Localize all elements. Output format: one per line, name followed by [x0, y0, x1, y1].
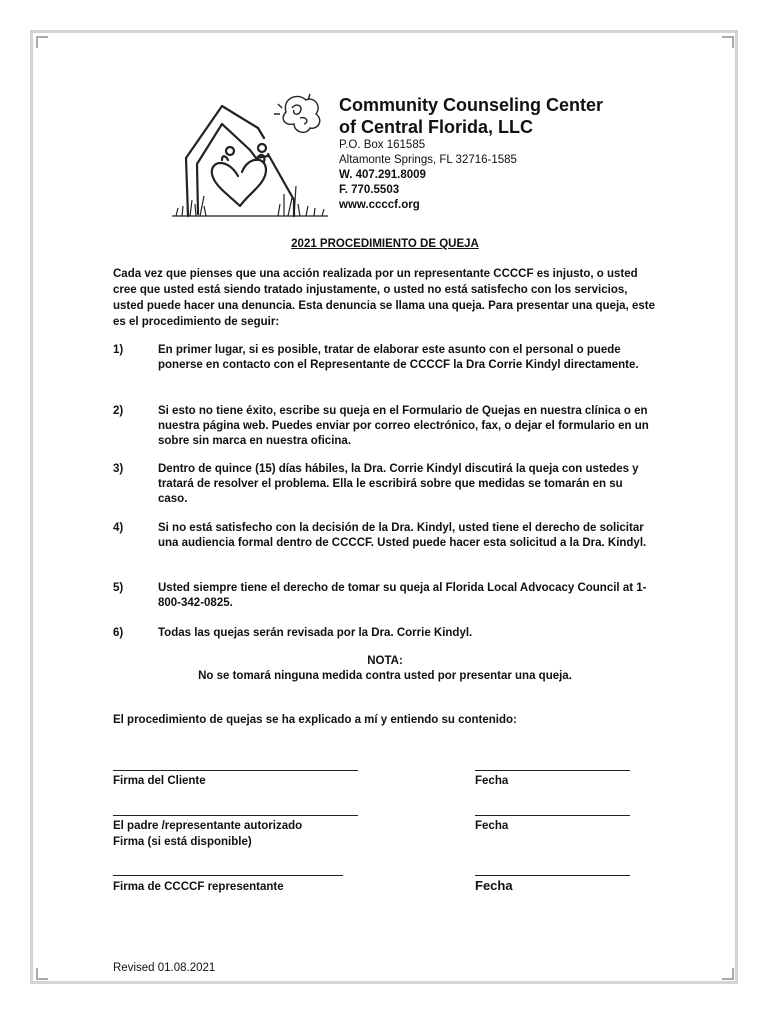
org-fax: F. 770.5503 — [339, 184, 400, 196]
staff-date-label: Fecha — [475, 878, 513, 893]
client-signature-line[interactable] — [113, 770, 358, 771]
step-text: Si no está satisfecho con la decisión de la Dra. Kindyl, usted tiene el derecho de solicitar una audiencia formal dentro de CCCCF. Usted puede hacer esta solicitud a la Dra. Kindyl. — [158, 522, 647, 549]
corner-mark — [36, 968, 48, 980]
client-signature-label: Firma del Cliente — [113, 775, 206, 787]
sun-icon — [274, 94, 320, 132]
step-text: Dentro de quince (15) días hábiles, la Dra. Corrie Kindyl discutirá la queja con ustedes y tratará de resolver el problema. Ella le escribirá sobre que medidas se tomarán en su caso. — [158, 463, 639, 505]
house-logo — [170, 88, 330, 220]
step-text: Si esto no tiene éxito, escribe su queja en el Formulario de Quejas en nuestra clínica o en nuestra página web. Puedes enviar por correo electrónico, fax, o dejar el formulario en un sobre sin marca en nuestra oficina. — [158, 405, 649, 447]
org-name-line2: of Central Florida, LLC — [339, 117, 534, 137]
step-text: Todas las quejas serán revisada por la Dra. Corrie Kindyl. — [158, 627, 473, 639]
document-title: 2021 PROCEDIMIENTO DE QUEJA — [291, 238, 479, 250]
acknowledgement-text: El procedimiento de quejas se ha explicado a mí y entiendo su contenido: — [113, 714, 517, 726]
org-header — [339, 94, 639, 213]
guardian-label-line1: El padre /representante autorizado — [113, 820, 303, 832]
step-number: 4) — [113, 522, 124, 534]
step-number: 5) — [113, 582, 124, 594]
staff-signature-label: Firma de CCCCF representante — [113, 881, 284, 893]
step-text: Usted siempre tiene el derecho de tomar su queja al Florida Local Advocacy Council at 1-800-342-0825. — [158, 582, 647, 609]
org-website: www.ccccf.org — [339, 199, 420, 211]
org-po-box: P.O. Box 161585 — [339, 139, 426, 151]
org-name-line1: Community Counseling Center — [339, 95, 604, 115]
corner-mark — [722, 36, 734, 48]
step-text: En primer lugar, si es posible, tratar de elaborar este asunto con el personal o puede ponerse en contacto con el Representante de CCCCF la Dra Corrie Kindyl directamente. — [158, 344, 639, 371]
grass-icon — [172, 186, 328, 216]
step-number: 6) — [113, 627, 124, 639]
guardian-signature-line[interactable] — [113, 815, 358, 816]
guardian-date-line[interactable] — [475, 815, 630, 816]
note-heading: NOTA: — [367, 655, 403, 667]
revised-date: Revised 01.08.2021 — [113, 962, 216, 974]
corner-mark — [36, 36, 48, 48]
org-phone: W. 407.291.8009 — [339, 169, 426, 181]
staff-date-line[interactable] — [475, 875, 630, 876]
step-number: 3) — [113, 463, 124, 475]
heart-icon — [212, 160, 266, 206]
client-date-line[interactable] — [475, 770, 630, 771]
note-text: No se tomará ninguna medida contra usted por presentar una queja. — [198, 670, 572, 682]
client-date-label: Fecha — [475, 775, 509, 787]
corner-mark — [722, 968, 734, 980]
intro-paragraph: Cada vez que pienses que una acción realizada por un representante CCCCF es injusto, o usted cree que usted está siendo tratado injustamente, o usted no está satisfecho con los servicios, usted puede hacer una denuncia. Esta denuncia se llama una queja. Para presentar una queja, este es el procedimiento de seguir: — [113, 268, 655, 328]
staff-signature-line[interactable] — [113, 875, 343, 876]
step-number: 1) — [113, 344, 124, 356]
person-left-icon — [226, 147, 234, 155]
step-number: 2) — [113, 405, 124, 417]
org-city: Altamonte Springs, FL 32716-1585 — [339, 154, 517, 166]
person-right-icon — [258, 144, 266, 152]
guardian-date-label: Fecha — [475, 820, 509, 832]
guardian-label-line2: Firma (si está disponible) — [113, 836, 252, 848]
